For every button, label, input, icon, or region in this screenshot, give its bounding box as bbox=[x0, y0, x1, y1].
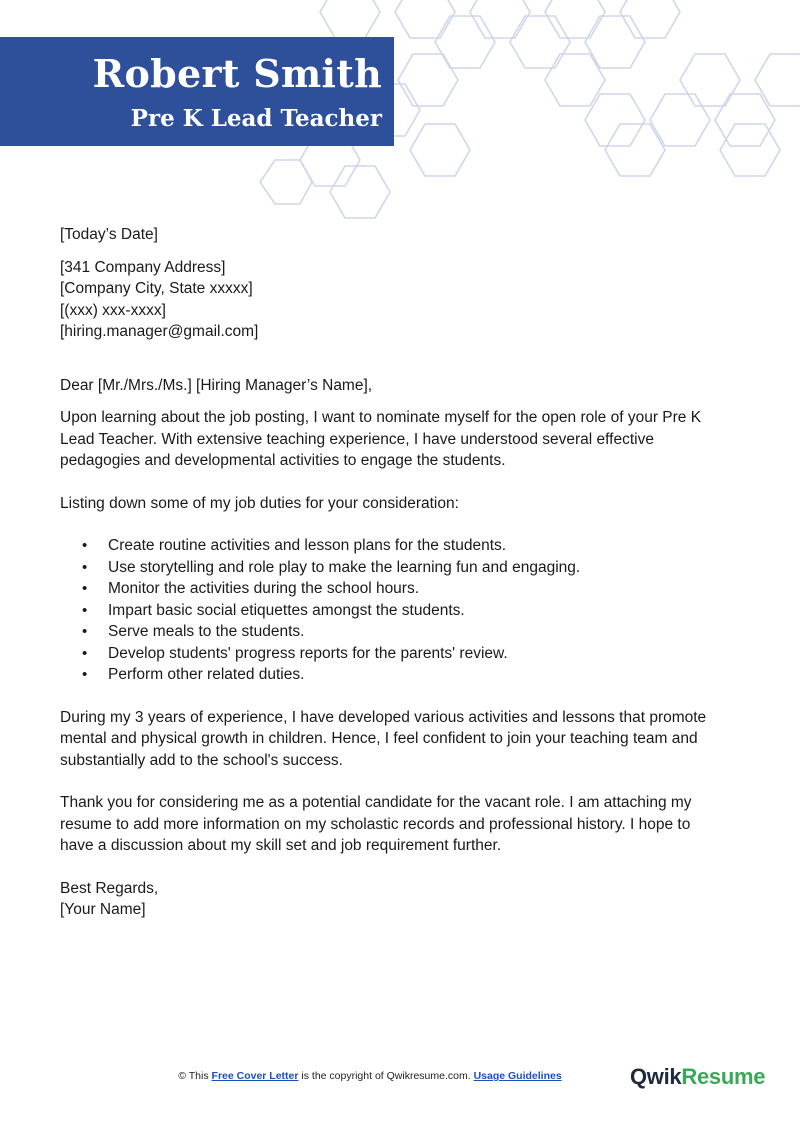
address-line: [(xxx) xxx-xxxx] bbox=[60, 301, 166, 319]
recipient-address bbox=[60, 257, 750, 343]
experience-line: substantially add to the school's success. bbox=[60, 751, 343, 769]
applicant-name: Robert Smith bbox=[92, 51, 382, 96]
duty-item: • Develop students' progress reports for the parents' review. bbox=[60, 643, 750, 665]
duty-item: • Impart basic social etiquettes amongst the students. bbox=[60, 600, 750, 622]
duties-list bbox=[60, 535, 750, 686]
usage-guidelines-link[interactable]: Usage Guidelines bbox=[473, 1070, 562, 1082]
logo-part-resume: Resume bbox=[681, 1064, 766, 1089]
free-cover-letter-link[interactable]: Free Cover Letter bbox=[211, 1070, 299, 1082]
duty-item: • Perform other related duties. bbox=[60, 664, 750, 686]
duty-item: • Serve meals to the students. bbox=[60, 621, 750, 643]
duty-item: • Use storytelling and role play to make the learning fun and engaging. bbox=[60, 557, 750, 579]
signoff: Best Regards, bbox=[60, 879, 159, 897]
intro-paragraph bbox=[60, 407, 750, 472]
duties-intro: Listing down some of my job duties for your consideration: bbox=[60, 494, 459, 512]
letter-date: [Today’s Date] bbox=[60, 226, 158, 243]
intro-line: pedagogies and developmental activities to engage the students. bbox=[60, 452, 506, 469]
header-band bbox=[0, 37, 394, 146]
experience-paragraph bbox=[60, 707, 750, 772]
intro-line: Lead Teacher. With extensive teaching experience, I have understood several effective bbox=[60, 430, 654, 448]
closing-line: Thank you for considering me as a potential candidate for the vacant role. I am attaching my bbox=[60, 794, 692, 811]
duty-item: • Create routine activities and lesson plans for the students. bbox=[60, 535, 750, 557]
closing-line: resume to add more information on my scholastic records and professional history. I hope to bbox=[60, 815, 691, 833]
address-line: [hiring.manager@gmail.com] bbox=[60, 323, 259, 340]
signature: [Your Name] bbox=[60, 901, 146, 918]
address-line: [Company City, State xxxxx] bbox=[60, 280, 253, 297]
copyright-footer bbox=[0, 1070, 740, 1082]
duty-item: • Monitor the activities during the school hours. bbox=[60, 578, 750, 600]
experience-line: During my 3 years of experience, I have developed various activities and lessons that promote bbox=[60, 708, 707, 726]
logo-part-qwik: Qwik bbox=[630, 1064, 682, 1089]
salutation: Dear [Mr./Mrs./Ms.] [Hiring Manager’s Name], bbox=[60, 376, 373, 394]
job-title: Pre K Lead Teacher bbox=[130, 105, 382, 132]
letter-body bbox=[60, 224, 750, 921]
experience-line: mental and physical growth in children. Hence, I feel confident to join your teaching team and bbox=[60, 730, 698, 747]
closing-line: have a discussion about my skill set and job requirement further. bbox=[60, 837, 502, 854]
footer-middle: is the copyright of Qwikresume.com. bbox=[301, 1070, 471, 1082]
footer-prefix: © This bbox=[178, 1070, 209, 1082]
address-line: [341 Company Address] bbox=[60, 258, 226, 276]
intro-line: Upon learning about the job posting, I want to nominate myself for the open role of your Pre K bbox=[60, 409, 702, 426]
qwikresume-logo[interactable] bbox=[630, 1064, 765, 1090]
closing-paragraph bbox=[60, 792, 750, 857]
